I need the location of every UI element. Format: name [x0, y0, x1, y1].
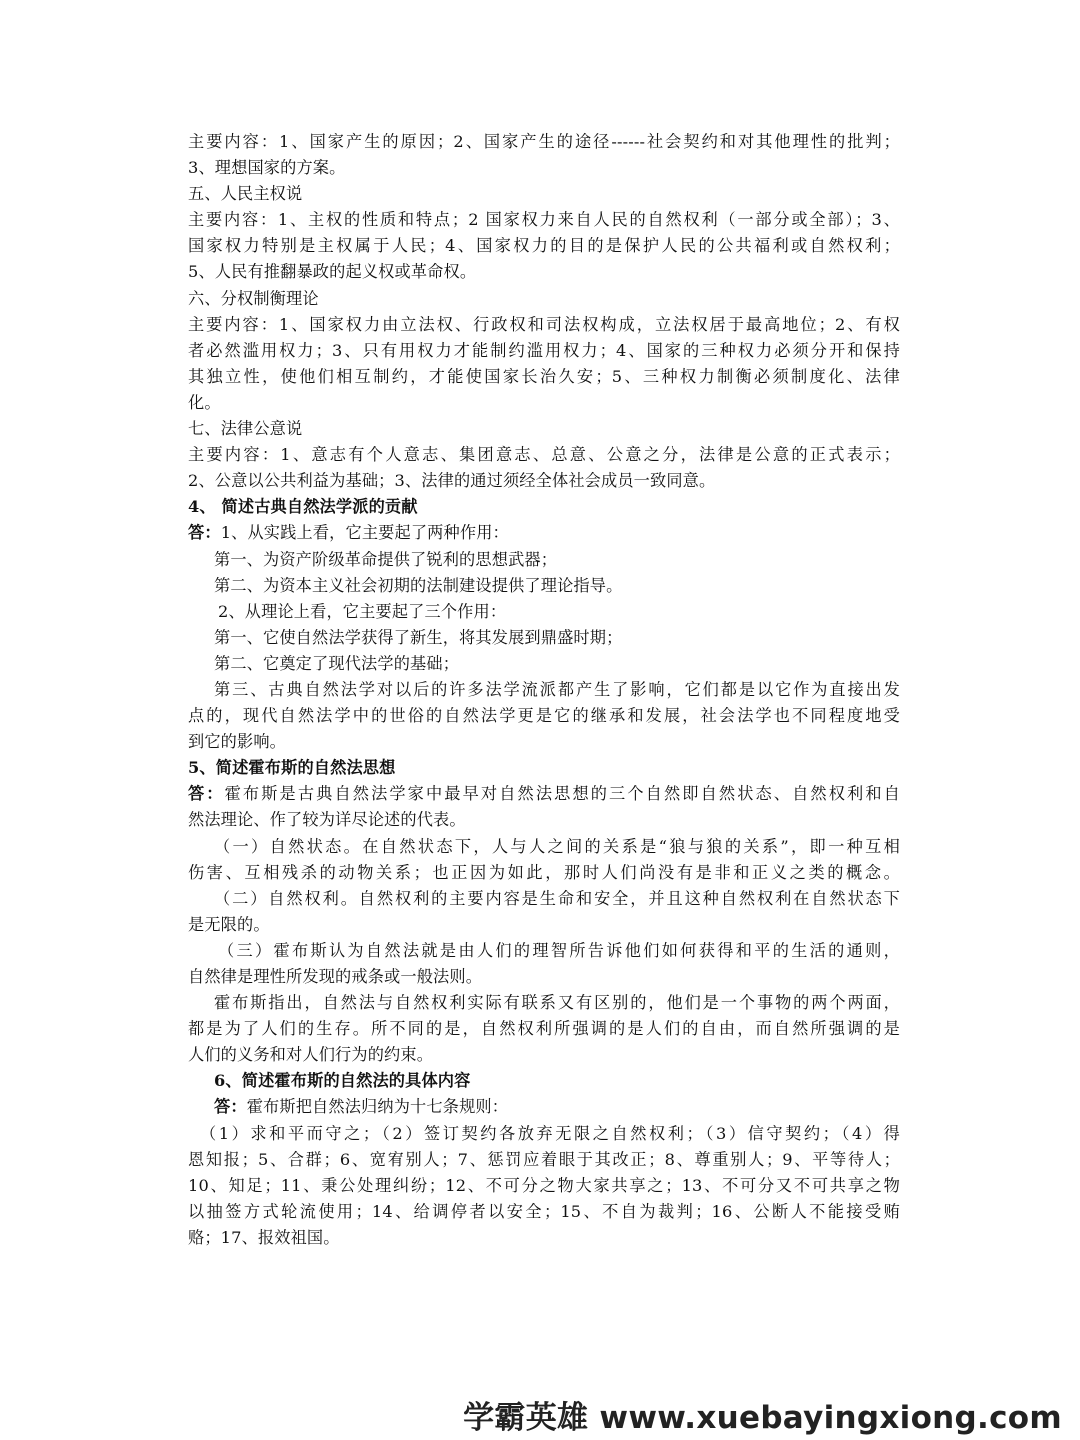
text-line: 到它的影响。: [188, 732, 287, 752]
text-line: （一）自然状态。在自然状态下，人与人之间的关系是“狼与狼的关系”，即一种互相: [214, 836, 900, 856]
text-line: 霍布斯指出，自然法与自然权利实际有联系又有区别的，他们是一个事物的两个两面，: [214, 993, 900, 1013]
text-line: 六、分权制衡理论: [188, 288, 319, 308]
text-line: 第三、古典自然法学对以后的许多法学流派都产生了影响，它们都是以它作为直接出发: [214, 679, 900, 699]
text-line: （三）霍布斯认为自然法就是由人们的理智所告诉他们如何获得和平的生活的通则，: [218, 940, 900, 960]
text-line: 然法理论、作了较为详尽论述的代表。: [188, 810, 466, 830]
section-heading: 4、 简述古典自然法学派的贡献: [188, 497, 418, 517]
section-heading: 6、简述霍布斯的自然法的具体内容: [214, 1071, 471, 1091]
text-line: 第一、为资产阶级革命提供了锐利的思想武器；: [214, 549, 558, 569]
text-line: 主要内容：1、主权的性质和特点；2 国家权力来自人民的自然权利（一部分或全部）；3、: [188, 210, 900, 230]
text-line: （二）自然权利。自然权利的主要内容是生命和安全，并且这种自然权利在自然状态下: [214, 888, 900, 908]
text-line: 五、人民主权说: [188, 184, 303, 204]
section-heading: 5、简述霍布斯的自然法思想: [188, 758, 396, 778]
text-line: 都是为了人们的生存。所不同的是，自然权利所强调的是人们的自由，而自然所强调的是: [188, 1019, 900, 1039]
text-line: 10、知足；11、秉公处理纠纷；12、不可分之物大家共享之；13、不可分又不可共享之物: [188, 1175, 900, 1195]
text-line: 以抽签方式轮流使用；14、给调停者以安全；15、不自为裁判；16、公断人不能接受贿: [188, 1201, 900, 1221]
text-line: 化。: [188, 392, 221, 412]
text-line: 第一、它使自然法学获得了新生，将其发展到鼎盛时期；: [214, 627, 623, 647]
text-line: 答：霍布斯把自然法归纳为十七条规则：: [214, 1097, 509, 1117]
site-watermark: 学霸英雄 www.xuebayingxiong.com: [463, 1400, 1062, 1436]
text-line: 第二、为资本主义社会初期的法制建设提供了理论指导。: [214, 575, 623, 595]
text-line: 恩知报；5、合群；6、宽宥别人；7、惩罚应着眼于其改正；8、尊重别人；9、平等待人；: [188, 1149, 900, 1169]
text-line: （1）求和平而守之；（2）签订契约各放弃无限之自然权利；（3）信守契约；（4）得: [200, 1123, 900, 1143]
document-body: [188, 129, 900, 1251]
text-line: 5、人民有推翻暴政的起义权或革命权。: [188, 262, 477, 282]
text-line: 其独立性，使他们相互制约，才能使国家长治久安；5、三种权力制衡必须制度化、法律: [188, 366, 900, 386]
text-line: 答：1、从实践上看，它主要起了两种作用：: [188, 523, 509, 543]
text-line: 2、公意以公共利益为基础；3、法律的通过须经全体社会成员一致同意。: [188, 471, 716, 491]
text-line: 2、从理论上看，它主要起了三个作用：: [218, 601, 507, 621]
text-line: 主要内容：1、意志有个人意志、集团意志、总意、公意之分，法律是公意的正式表示；: [188, 445, 900, 465]
text-line: 是无限的。: [188, 914, 270, 934]
text-line: 自然律是理性所发现的戒条或一般法则。: [188, 967, 483, 986]
text-line: 赂；17、报效祖国。: [188, 1227, 340, 1247]
answer-label: 答：: [188, 523, 221, 543]
text-line: 七、法律公意说: [188, 419, 303, 439]
text-line: 点的，现代自然法学中的世俗的自然法学更是它的继承和发展，社会法学也不同程度地受: [188, 706, 900, 726]
answer-label: 答：: [188, 784, 225, 804]
text-line: 伤害、互相残杀的动物关系；也正因为如此，那时人们尚没有是非和正义之类的概念。: [188, 862, 900, 882]
text-line: 主要内容：1、国家产生的原因；2、国家产生的途径------社会契约和对其他理性的批判；: [188, 132, 900, 151]
text-line: 国家权力特别是主权属于人民；4、国家权力的目的是保护人民的公共福利或自然权利；: [188, 236, 900, 256]
answer-label: 答：: [214, 1097, 247, 1117]
text-line: 答：霍布斯是古典自然法学家中最早对自然法思想的三个自然即自然状态、自然权利和自: [188, 784, 900, 804]
text-line: 者必然滥用权力；3、只有用权力才能制约滥用权力；4、国家的三种权力必须分开和保持: [188, 340, 900, 360]
text-line: 3、理想国家的方案。: [188, 158, 346, 178]
text-line: 主要内容：1、国家权力由立法权、行政权和司法权构成，立法权居于最高地位；2、有权: [188, 314, 900, 334]
text-line: 人们的义务和对人们行为的约束。: [188, 1045, 434, 1065]
text-line: 第二、它奠定了现代法学的基础；: [214, 653, 460, 673]
